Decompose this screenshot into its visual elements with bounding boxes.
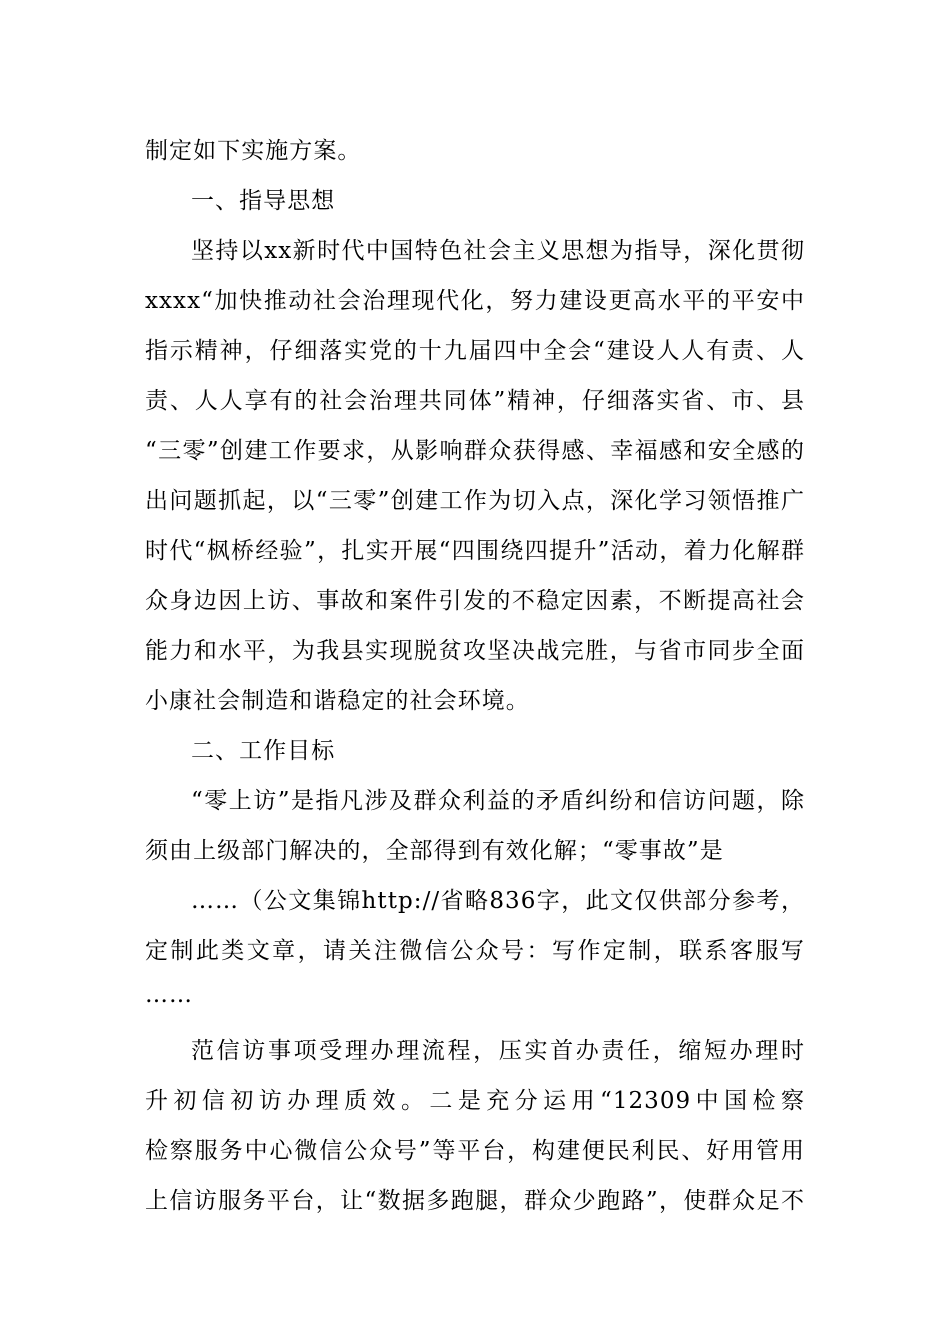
text-line: “三零”创建工作要求，从影响群众获得感、幸福感和安全感的 (145, 438, 805, 464)
text-line: 检察服务中心微信公众号”等平台，构建便民利民、好用管用 (145, 1138, 805, 1164)
omission-notice: 定制此类文章，请关注微信公众号：写作定制，联系客服写 (145, 938, 805, 964)
text-line: xxxx“加快推动社会治理现代化，努力建设更高水平的平安中 (145, 288, 805, 314)
text-line: 能力和水平，为我县实现脱贫攻坚决战完胜，与省市同步全面 (145, 638, 805, 664)
text-line: 须由上级部门解决的，全部得到有效化解；“零事故”是 (145, 838, 724, 864)
text-line: “零上访”是指凡涉及群众利益的矛盾纠纷和信访问题，除 (191, 788, 805, 814)
omission-notice: ……（公文集锦http://省略836字，此文仅供部分参考， (191, 888, 805, 914)
section-heading-guiding-ideology: 一、指导思想 (191, 188, 336, 214)
text-line: 众身边因上访、事故和案件引发的不稳定因素，不断提高社会 (145, 588, 805, 614)
text-line: 出问题抓起，以“三零”创建工作为切入点，深化学习领悟推广 (145, 488, 805, 514)
text-line: 时代“枫桥经验”，扎实开展“四围绕四提升”活动，着力化解群 (145, 538, 805, 564)
ellipsis: …… (145, 982, 194, 1008)
section-heading-work-goals: 二、工作目标 (191, 738, 336, 764)
text-line: 升初信初访办理质效。二是充分运用“12309中国检察 (145, 1088, 805, 1114)
text-line: 指示精神，仔细落实党的十九届四中全会“建设人人有责、人 (145, 338, 805, 364)
text-line: 小康社会制造和谐稳定的社会环境。 (145, 688, 530, 714)
text-line: 坚持以xx新时代中国特色社会主义思想为指导，深化贯彻 (191, 238, 805, 264)
text-line: 制定如下实施方案。 (145, 138, 362, 164)
text-line: 责、人人享有的社会治理共同体”精神，仔细落实省、市、县 (145, 388, 805, 414)
text-line: 上信访服务平台，让“数据多跑腿，群众少跑路”，使群众足不 (145, 1188, 805, 1214)
text-line: 范信访事项受理办理流程，压实首办责任，缩短办理时 (191, 1038, 805, 1064)
